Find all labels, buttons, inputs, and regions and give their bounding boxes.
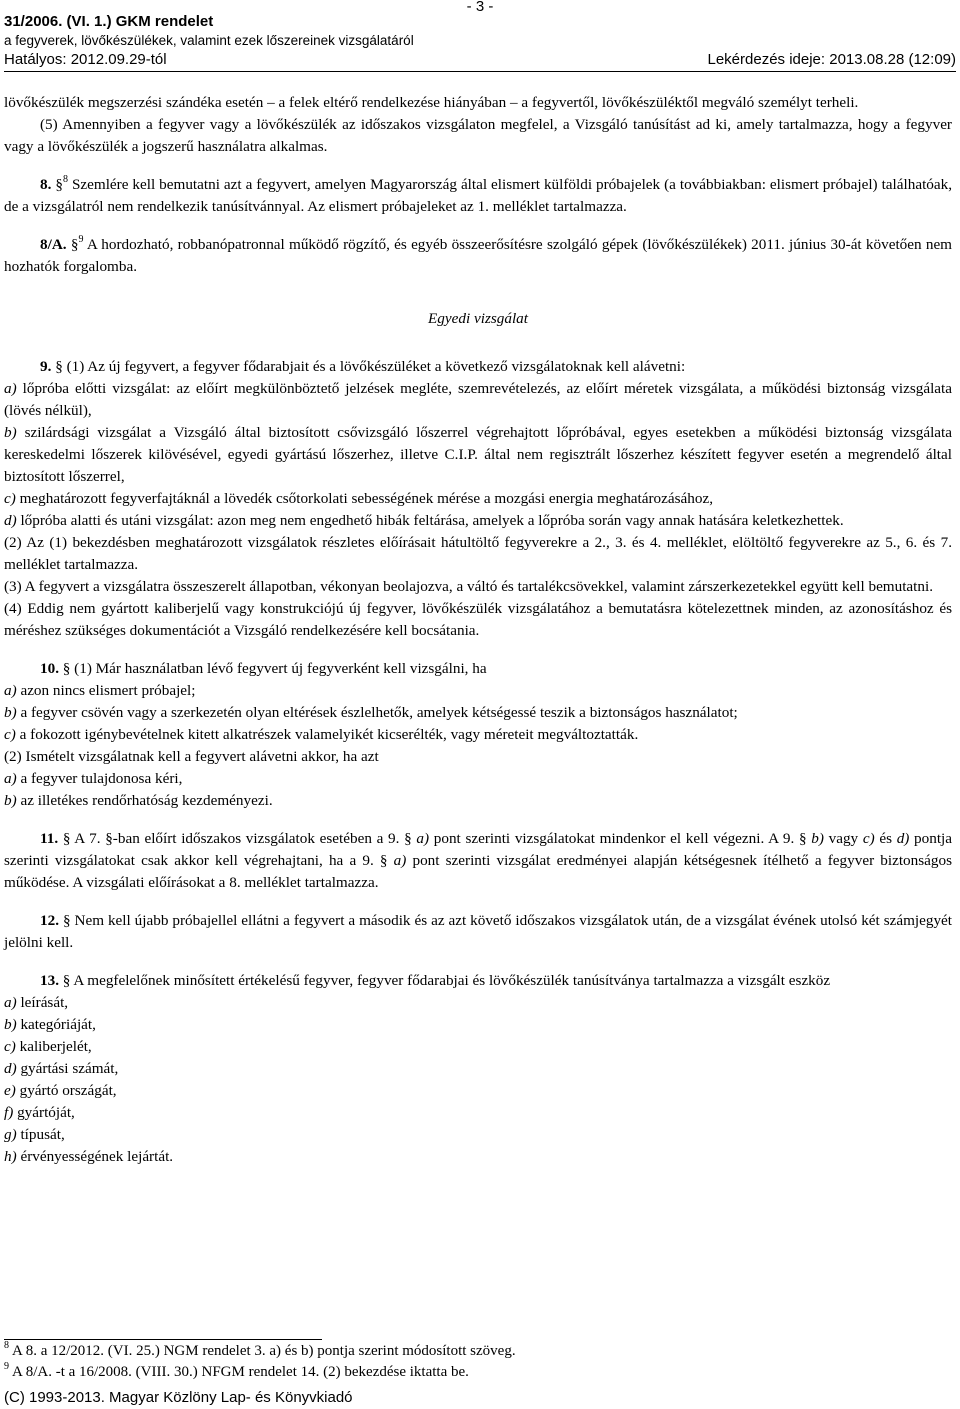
list-item: c) a fokozott igénybevételnek kitett alkatrészek valamelyikét kicserélték, vagy méreteit megváltoztatták.	[4, 726, 639, 743]
list-item: b) az illetékes rendőrhatóság kezdeményezi.	[4, 792, 273, 809]
footnote-9: $^9$ A 8/A. -t a 16/2008. (VIII. 30.) NFGM rendelet 14. (2) bekezdése iktatta be.	[4, 1361, 469, 1380]
paragraph: (4) Eddig nem gyártott kaliberjelű vagy konstrukciójú új fegyver, lövőkészülék vizsgálatához a bemutatásra kötelezettnek minden, az azonosításhoz és méréshez szükséges dokumentációt a Vizsgáló rendelkezésére kell bocsátania.	[4, 600, 952, 639]
paragraph: (3) A fegyvert a vizsgálatra összeszerelt állapotban, vékonyan beolajozva, a váltó és tartalékcsövekkel, valamint zárszerkezetekkel együtt kell bemutatni.	[4, 578, 934, 595]
section-8a: 8/A. §$^9$ A hordozható, robbanópatronnal működő rögzítő, és egyéb összeerősítésre szolgáló gépek (lövőkészülékek) 2011. június 30-át követően nem hozhatók forgalomba.	[4, 234, 952, 275]
section-heading: Egyedi vizsgálat	[428, 310, 528, 327]
effective-date: Hatályos: 2012.09.29-tól	[4, 51, 167, 68]
footnote-ref[interactable]: 9	[78, 234, 84, 245]
header-divider	[4, 71, 956, 72]
section-11: 11. § A 7. §-ban előírt időszakos vizsgálatok esetében a 9. § a) pont szerinti vizsgálatokat mindenkor el kell végezni. A 9. § b) vagy c) és d) pontja szerinti vizsgálatokat csak akkor kell végrehajtani, ha a 9. § a) pont szerinti vizsgálat eredményei alapján kétségesnek ítélhető a fegyver biztonságos működése. A vizsgálati előírásokat a 8. melléklet tartalmazza.	[4, 830, 952, 891]
list-item: b) szilárdsági vizsgálat a Vizsgáló által biztosított csővizsgáló lőszerrel végrehajtott lőpróbával, egyes esetekben a működési biztonság vizsgálata kereskedelmi lőszerek kilövésével, egyedi gyártású lőszerhez, illetve C.I.P. által nem regisztrált lőszerhez készített fegyver esetén a megrendelő által biztosított lőszerrel,	[4, 424, 952, 485]
section-13: 13. § A megfelelőnek minősített értékelésű fegyver, fegyver főd​arabjai és lövőkészülék tanúsítványa tartalmazza a vizsgált eszköz	[40, 972, 831, 989]
list-item: b) a fegyver csövén vagy a szerkezetén olyan eltérések észlelhetők, amelyek kétségessé teszik a biztonságos használatot;	[4, 704, 738, 721]
list-item: a) lőpróba előtti vizsgálat: az előírt megkülönböztető jelzések megléte, szemrevételezés, az előírt méretek vizsgálata, a működési biztonság vizsgálata (lövés nélkül),	[4, 380, 952, 419]
section-9: 9. § (1) Az új fegyvert, a fegyver főd​arabjait és a lövőkészüléket a következő vizsgálatoknak kell alávetni:	[40, 358, 686, 375]
query-time: Lekérdezés ideje: 2013.08.28 (12:09)	[707, 51, 956, 68]
list-item: d) gyártási számát,	[4, 1060, 119, 1077]
list-item: h) érvényességének lejártát.	[4, 1148, 174, 1165]
list-item: e) gyártó országát,	[4, 1082, 117, 1099]
paragraph: lövőkészülék megszerzési szándéka esetén – a felek eltérő rendelkezése hiányában – a fegyvertől, lövőkészüléktől megváló személyt terheli.	[4, 94, 859, 111]
page-header	[4, 0, 956, 72]
list-item: c) meghatározott fegyverfajtáknál a lövedék csőtorkolati sebességének mérése a mozgási energia meghatározásához,	[4, 490, 714, 507]
footnote-8: $^8$ A 8. a 12/2012. (VI. 25.) NGM rendelet 3. a) és b) pontja szerint módosított szöveg.	[4, 1340, 516, 1359]
footnote-ref[interactable]: 8	[62, 174, 68, 185]
copyright-footer: (C) 1993-2013. Magyar Közlöny Lap- és Könyvkiadó	[4, 1389, 353, 1406]
list-item: a) leírását,	[4, 994, 69, 1011]
law-title: 31/2006. (VI. 1.) GKM rendelet	[4, 13, 214, 30]
section-8: 8. §$^8$ Szemlére kell bemutatni azt a fegyvert, amelyen Magyarország által elismert külföldi próbajelek (a továbbiakban: elismert próbajel) találhatóak, de a vizsgálatról nem rendelkezik tanúsítvánnyal. Az elismert próbajeleket az 1. melléklet tartalmazza.	[4, 174, 953, 215]
document-body	[4, 92, 952, 1168]
paragraph: (2) Ismételt vizsgálatnak kell a fegyvert alávetni akkor, ha azt	[4, 748, 379, 765]
list-item: a) azon nincs elismert próbajel;	[4, 682, 196, 699]
list-item: a) a fegyver tulajdonosa kéri,	[4, 770, 183, 787]
law-subtitle: a fegyverek, lövőkészülékek, valamint ezek lőszereinek vizsgálatáról	[4, 33, 414, 48]
list-item: f) gyártóját,	[4, 1104, 75, 1121]
section-10: 10. § (1) Már használatban lévő fegyvert új fegyverként kell vizsgálni, ha	[40, 660, 487, 677]
section-12: 12. § Nem kell újabb próbajellel ellátni a fegyvert a második és az azt követő időszakos vizsgálatok után, de a vizsgálat évének utolsó két számjegyét jelölni kell.	[4, 912, 953, 951]
paragraph: (5) Amennyiben a fegyver vagy a lövőkészülék az időszakos vizsgálaton megfelel, a Vizsgáló tanúsítást ad ki, amely tartalmazza, hogy a fegyver vagy a lövőkészülék a jogszerű használatra alkalmas.	[4, 116, 952, 155]
list-item: b) kategóriáját,	[4, 1016, 96, 1033]
list-item: g) típusát,	[4, 1126, 65, 1143]
paragraph: (2) Az (1) bekezdésben meghatározott vizsgálatok részletes előírásait hátultöltő fegyverekre a 2., 3. és 4. melléklet, elöltöltő fegyverekre az 5., 6. és 7. melléklet tartalmazza.	[4, 534, 952, 573]
list-item: d) lőpróba alatti és utáni vizsgálat: azon meg nem engedhető hibák feltárása, amelyek a lőpróba során vagy annak hatására keletkezhettek.	[4, 512, 844, 529]
list-item: c) kaliberjelét,	[4, 1038, 92, 1055]
page-number: - 3 -	[466, 0, 494, 15]
